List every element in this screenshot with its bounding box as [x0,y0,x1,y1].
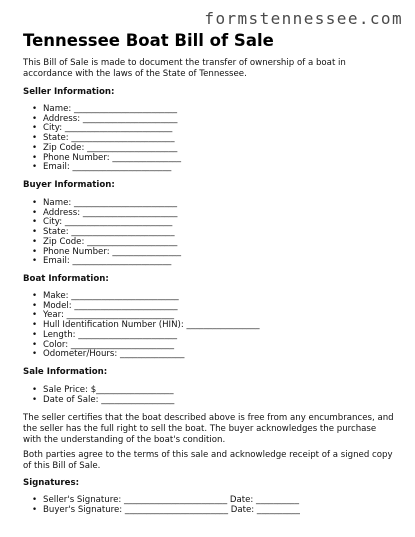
boat-length-field: • Length: _______________________ [32,329,178,340]
agreement-paragraph: Both parties agree to the terms of this sale and acknowledge receipt of a signed copy of this Bill of Sale. [23,450,393,471]
boat-heading: Boat Information: [23,274,109,284]
seller-fields-list [32,105,181,173]
signatures-heading: Signatures: [23,478,80,488]
boat-color-field: • Color: ________________________ [32,339,175,350]
buyer-phone-field: • Phone Number: ________________ [32,246,182,257]
buyer-name-field: • Name: ________________________ [32,198,178,208]
buyer-fields-list [32,199,181,267]
boat-make-field: • Make: _________________________ [32,291,179,301]
sale-fields-list [32,386,174,405]
seller-email-field: • Email: _______________________ [32,162,172,173]
signature-fields-list [32,496,300,515]
buyer-email-field: • Email: _______________________ [32,256,172,267]
boat-model-field: • Model: ________________________ [32,300,178,311]
boat-odometer-field: • Odometer/Hours: _______________ [32,349,185,360]
boat-hin-field: • Hull Identification Number (HIN): _________________ [32,320,260,331]
buyer-address-field: • Address: ______________________ [32,207,178,218]
seller-state-field: • State: ________________________ [32,133,175,144]
document-title: Tennessee Boat Bill of Sale [23,31,274,50]
certification-paragraph: The seller certifies that the boat described above is free from any encumbrances, and the seller has the full right to sell the boat. The buyer acknowledges the purchase with the understanding of the boat's condition. [23,413,394,445]
boat-fields-list [32,292,260,360]
seller-heading: Seller Information: [23,87,115,97]
seller-city-field: • City: _________________________ [32,123,173,134]
seller-name-field: • Name: ________________________ [32,104,178,114]
seller-address-field: • Address: ______________________ [32,113,178,124]
buyer-signature-field: • Buyer's Signature: ________________________ Date: __________ [32,504,300,515]
seller-signature-field: • Seller's Signature: ________________________ Date: __________ [32,495,299,505]
boat-year-field: • Year: _________________________ [32,310,175,321]
buyer-city-field: • City: _________________________ [32,217,173,228]
sale-heading: Sale Information: [23,367,108,377]
seller-phone-field: • Phone Number: ________________ [32,152,182,163]
intro-paragraph: This Bill of Sale is made to document the transfer of ownership of a boat in accordance with the laws of the State of Tennessee. [23,58,346,79]
site-watermark: formstennessee.com [204,9,403,28]
seller-zip-field: • Zip Code: _____________________ [32,142,178,153]
buyer-heading: Buyer Information: [23,180,115,190]
buyer-zip-field: • Zip Code: _____________________ [32,236,178,247]
sale-price-field: • Sale Price: $__________________ [32,385,174,395]
sale-date-field: • Date of Sale: _________________ [32,394,175,405]
buyer-state-field: • State: ________________________ [32,227,175,238]
